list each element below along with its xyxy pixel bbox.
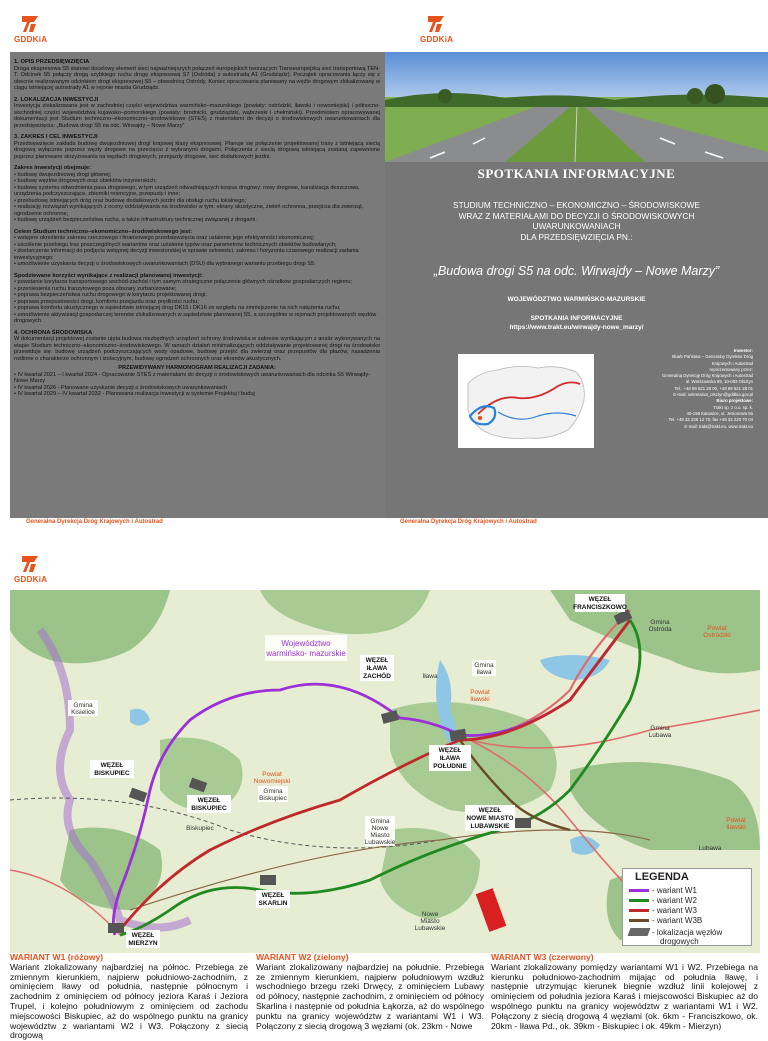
section-text: W dokumentacji projektowej zostanie ujęta budowa niezbędnych urządzeń ochrony środowiska w zakresie wynikającym z analiz wykonywanych na etapie Studium techniczno–ekonomiczno–środowiskowego. W ramach działań minimalizujących oddziaływanie projektowanej drogi na środowisko przewiduje się: budowę urządzeń podczyszczających wody opadowe, budowę przejść dla zwierząt oraz przepustów dla płazów, nasadzenia roślinne o charakterze ochronnym i izolacyjnym, budowę ogrodzeń ochronnych oraz ekranów akustycznych.	[14, 336, 380, 362]
list-item: • budowę systemu odwodnienia pasa drogowego, w tym urządzeń odwadniających korpus drogowy: rowy drogowe, kanalizacja deszczowa, urządzenia podczyszczające, zbiorniki retencyjne, przepusty i inne;	[14, 184, 360, 197]
investor-line: E-mail: sekretariat_olsztyn@gddkia.gov.pl	[673, 392, 753, 398]
place-label: Nowe	[371, 825, 389, 832]
list-item: • IV kwartał 2021 – I kwartał 2024 - Opracowanie STEŚ z materiałami do decyzji o środowiskowych uwarunkowaniach dla odcinka S5 Wirwajdy- Nowe Marzy	[14, 371, 371, 384]
node-label: ZACHÓD	[363, 673, 391, 680]
subtitle	[405, 200, 748, 242]
place-label: Gmina	[73, 702, 93, 709]
investor-line: Tel. +48 32 228 12 70, fax +48 32 220 70 04	[668, 417, 753, 423]
node-label: IŁAWA	[366, 665, 388, 672]
place-label: Nowomiejski	[253, 778, 291, 785]
investor-line: Inwestor:	[733, 348, 753, 353]
list-item: • poprawa komfortu akustycznego w sąsiedztwie istniejącej drog DK15 i DK16 ze względu na zmniejszenie na nich natężenia ruchu;	[14, 305, 341, 311]
place-label: Gmina	[650, 619, 670, 626]
variant-w3	[491, 953, 758, 1031]
place-label: Lubawskie	[364, 839, 396, 846]
investor-line: Biuro projektowe:	[716, 398, 753, 404]
node-label: POŁUDNIE	[433, 763, 467, 770]
place-label: Ostróda	[648, 626, 672, 633]
place-label: Lubawa	[648, 732, 672, 739]
node-label: MIERZYN	[128, 940, 158, 947]
place-label: Biskupiec	[259, 795, 287, 802]
logo-text: GDDKiA	[420, 35, 454, 44]
place-label: Miasto	[370, 832, 390, 839]
section-title: 1. OPIS PRZEDSIĘWZIĘCIA	[14, 59, 90, 65]
gddkia-logo-icon	[426, 14, 448, 34]
overview-map	[458, 354, 594, 448]
gddkia-logo-page2	[14, 554, 47, 584]
section-text: Droga ekspresowa S5 stanowi docelowy element sieci najważniejszych połączeń europejskich tworzących Transeuropejską sieć transportową TEN-T. Odcinek S5 połączy drogą szybkiego ruchu drogę ekspresową S7 (Ostróda) z autostradą A1 (Grudziądz). Początek opracowania łączy się z obecnie realizowanym odcinkiem drogi ekspresowej S5 – obwodnicą Ostródy. Koniec opracowania planowany na węźle drogowym zlokalizowany w ciągu istniejącej autostrady A1 w rejonie miasta Grudziądz.	[14, 65, 380, 91]
node-label: WĘZEŁ	[365, 657, 389, 664]
gddkia-logo-right	[420, 14, 453, 44]
subsection-title: Celem Studium techniczno–ekonomiczno–środowiskowego jest:	[14, 228, 193, 235]
section-title: 3. ZAKRES I CEL INWESTYCJI	[14, 134, 98, 140]
scope-list	[14, 172, 380, 224]
list-item: • IV kwartał 2029 – IV kwartał 2032 - Planowana realizacja inwestycji w systemie Projektuj i buduj	[14, 391, 255, 397]
place-label: Lubawa	[698, 845, 722, 852]
variant-text: Wariant zlokalizowany pomiędzy wariantami W1 i W2. Przebiega na kierunku południowo-zachodnim mijając od południa Iławę, i następnie utrzymując kierunek biegnie wzdłuż linii kolejowej z ominięciem od południa jeziora Karaś i miejscowości Biskupiec aż do wspólnego punktu na granicy województw z wariantami W1 i W2. Połączony z siecią drogową 4 węzłami (ok. 6km - Franciszkowo, ok. 20km - Iława Pd., ok. 39km - Biskupiec i ok. 49km - Mierzyn)	[491, 961, 758, 1031]
legend-swatch	[629, 919, 649, 922]
subtitle-line: DLA PRZEDSIĘWZIĘCIA PN.:	[520, 231, 633, 242]
legend-label: - lokalizacja węzłów	[652, 928, 723, 937]
investor-info	[600, 348, 753, 430]
investor-line: Tel.: +48 89 521 28 00, +48 89 521 28 01	[674, 385, 753, 391]
investor-line: 40-159 Katowice, ul. Jesionowa 9a	[686, 410, 753, 416]
node-label: WĘZEŁ	[588, 596, 612, 603]
variant-sub: (różowy)	[67, 952, 104, 962]
gddkia-logo-icon	[20, 14, 42, 34]
road-photo	[385, 52, 768, 162]
footer-right: Generalna Dyrekcja Dróg Krajowych i Autostrad	[400, 519, 537, 525]
node-label: NOWE MIASTO	[466, 815, 514, 822]
node-label: WĘZEŁ	[438, 747, 462, 754]
node-label: SKARLIN	[258, 900, 288, 907]
legend-title: LEGENDA	[635, 871, 689, 883]
variant-w1	[10, 953, 248, 1041]
meetings-link[interactable]: https://www.trakt.eu/wirwajdy-nowe_marzy/	[509, 324, 644, 331]
list-item: • budowę urządzeń bezpieczeństwa ruchu, a także infrastruktury technicznej związanej z drogami.	[14, 217, 257, 223]
place-label: Lubawskie	[414, 925, 446, 932]
node-marker-icon	[628, 928, 651, 936]
place-label: Biskupiec	[186, 825, 214, 832]
list-item: • powstanie korytarza transportowego wschód-zachód i tym samym strategiczne połączenie głównych ośrodków gospodarczych regionu;	[14, 279, 353, 285]
subtitle-line: WRAZ Z MATERIAŁAMI DO DECYZJI O ŚRODOWISKOWYCH	[458, 210, 695, 221]
node-label: LUBAWSKIE	[470, 823, 510, 830]
legend-swatch	[629, 889, 649, 892]
benefit-list	[14, 279, 380, 325]
list-item: • umożliwienie uzyskania decyzji o środowiskowych uwarunkowaniach (DŚU) dla wybranego wariantu przebiegu drogi S5.	[14, 261, 316, 267]
legend-label: - wariant W2	[652, 895, 697, 905]
variant-text: Wariant zlokalizowany najbardziej na północ. Przebiega ze zmiennym kierunkiem, najpierw południowo-zachodnim, z ominięciem Iławy od południa, następnie północnym i zachodnim z ominięciem od północy jeziora Karaś i Jeziora Trupel, i kolejno południowym z ominięciem od zachodu miejscowości Biskupiec, aż do wspólnego punktu na granicy województw z wariantami W2 i W3. Połączony z siecią drogową	[10, 961, 248, 1041]
investor-line: Trakt sp. z o.o. sp. k.	[713, 404, 753, 410]
legend-swatch	[629, 909, 649, 912]
section-title: 4. OCHRONA ŚRODOWISKA	[14, 329, 93, 336]
meetings-info	[385, 314, 768, 332]
region-label-line1: Województwo	[281, 639, 331, 648]
subtitle-line: STUDIUM TECHNICZNO – EKONOMICZNO – ŚRODOWISKOWE	[453, 200, 700, 210]
variant-title: WARIANT W1	[10, 952, 66, 962]
left-text	[14, 56, 380, 398]
legend-label: - wariant W3B	[652, 915, 703, 925]
node-label: WĘZEŁ	[197, 797, 221, 804]
project-name: „Budowa drogi S5 na odc. Wirwajdy – Nowe Marzy”	[433, 264, 720, 278]
place-label: Iława	[476, 669, 492, 676]
legend-item	[623, 905, 751, 915]
section-title: 2. LOKALIZACJA INWESTYCJI	[14, 96, 99, 103]
variant-sub: (czerwony)	[548, 952, 594, 962]
investor-line: al. Warszawska 89, 10-083 Olsztyn	[685, 379, 753, 385]
place-label: Iławski	[726, 824, 746, 831]
section-text: Inwestycja zlokalizowana jest w zachodniej części województwa warmińsko–mazurskiego (powiaty: ostródzki, iławski i nowomiejski) i północno-wschodniej części województwa kujawsko–pomorskiego (powiaty: brodnicki, grudziądzki, wąbrzeski i chełmiński). Przedmiotem opracowywanej dokumentacji jest Studium techniczno–ekonomiczno–środowiskowe (STEŚ) z materiałami do decyzji o środowiskowych uwarunkowaniach dla przedsięwzięcia: „Budowa drogi S5 na odc. Wirwajdy – Nowe Marzy”	[14, 103, 380, 129]
schedule-list	[14, 372, 380, 398]
logo-text: GDDKiA	[14, 35, 48, 44]
node-label: IŁAWA	[439, 755, 461, 762]
variant-text: Wariant zlokalizowany najbardziej na południe. Przebiega ze zmiennym kierunkiem, najpierw południowym wzdłuż wschodniego brzegu rzeki Drwęcy, z ominięciem Lubawy od północy, następnie zachodnim, z ominięciem od północy Skarlina i następnie od południa Łąkorza, aż do wspólnego punktu na granicy województw z wariantami W1 i W3. Połączony z siecią drogową 3 węzłami (ok. 23km - Nowe	[256, 961, 484, 1031]
place-label: Iława	[422, 673, 438, 680]
page-title: SPOTKANIA INFORMACYJNE	[477, 166, 676, 181]
region-label-line2: warmińsko- mazurskie	[266, 649, 346, 658]
legend-label: - wariant W3	[652, 905, 697, 915]
list-item: • budowę węzłów drogowych oraz obiektów inżynierskich;	[14, 178, 157, 184]
subsection-title: Spodziewane korzyści wynikające z realizacji planowanej inwestycji:	[14, 272, 203, 279]
place-label: Powiat	[707, 625, 727, 632]
investor-line: E-mail: trakt@trakt.eu, www.trakt.eu	[684, 423, 753, 429]
variant-w2	[256, 953, 484, 1031]
node-label: BISKUPIEC	[191, 805, 227, 812]
goal-list	[14, 235, 380, 268]
gddkia-logo-left	[14, 14, 47, 44]
section-text: Przedsięwzięcie zakłada budowę dwujezdniowej drogi krajowej klasy ekspresowej. Planuje się połączenie projektowanej trasy z istniejącą siecią drogową wyłącznie poprzez węzły drogowe na przecięciu z wybranymi drogami. Połączenia z siecią drogową istniejącą zostaną zapewnione poprzez planowane skrzyżowania na węzłach drogowych, przejazdy drogowe, sieć dodatkowych jezdni.	[14, 140, 380, 160]
node-label: FRANCISZKOWO	[573, 604, 627, 611]
investor-line: Skarb Państwa – Generalny Dyrektor Dróg	[671, 354, 753, 360]
place-label: Gmina	[263, 788, 283, 795]
list-item: • budowę dwujezdniowej drogi głównej;	[14, 171, 112, 178]
subsection-title: Zakres inwestycji obejmuje:	[14, 165, 91, 171]
place-label: Miasto	[420, 918, 440, 925]
list-item: • uściślenie przebiegu tras poszczególnych wariantów oraz ustalenie typów oraz parametrów technicznych obiektów budowlanych;	[14, 241, 337, 248]
voivodeship: WOJEWÓDZTWO WARMIŃSKO-MAZURSKIE	[507, 296, 646, 303]
legend-label: drogowych	[660, 937, 699, 946]
variant-title: WARIANT W2	[256, 952, 312, 962]
list-item: • przebudowę istniejących dróg oraz budowę dodatkowych jezdni dla obsługi ruchu lokalnego;	[14, 197, 247, 204]
logo-text: GDDKiA	[14, 575, 48, 584]
subtitle-line: UWARUNKOWANIACH	[532, 221, 621, 231]
meetings-label: SPOTKANIA INFORMACYJNE	[530, 315, 623, 322]
list-item: • IV kwartał 2026 - Planowane uzyskanie decyzji o środowiskowych uwarunkowaniach	[14, 384, 228, 391]
list-item: • umożliwienie aktywizacji gospodarczej terenów zlokalizowanych w sąsiedztwie planowanej S5, a szczególnie w rejonach projektowanych węzłów drogowych.	[14, 311, 377, 324]
node-label: WĘZEŁ	[478, 807, 502, 814]
node-label: BISKUPIEC	[94, 770, 130, 777]
legend-item	[623, 928, 751, 946]
list-item: • poprawa bezpieczeństwa ruchu drogowego w korytarzu projektowanej drogi;	[14, 292, 207, 298]
overview-map-graphic	[458, 354, 594, 448]
gddkia-logo-icon	[20, 554, 42, 574]
list-item: • poprawa przepustowości drogi, komfortu przejazdu oraz prędkości ruchu;	[14, 298, 199, 305]
schedule-title: PRZEWIDYWANY HARMONOGRAM REALIZACJI ZADANIA:	[118, 365, 276, 371]
legend-swatch	[629, 899, 649, 902]
place-label: Nowe	[421, 911, 439, 918]
place-label: Powiat	[262, 771, 282, 778]
place-label: Gmina	[650, 725, 670, 732]
variant-title: WARIANT W3	[491, 952, 547, 962]
place-label: Ostródzki	[703, 632, 731, 639]
investor-line: reprezentowany przez:	[709, 366, 753, 372]
place-label: Gmina	[370, 818, 390, 825]
legend-label: - wariant W1	[652, 885, 697, 895]
map-legend	[622, 868, 752, 946]
investor-line: Krajowych i Autostrad	[711, 360, 753, 366]
footer-left: Generalna Dyrekcja Dróg Krajowych i Autostrad	[26, 519, 163, 525]
place-label: Iławski	[470, 696, 490, 703]
investor-line: Generalną Dyrekcję Dróg Krajowych i Autostrad	[662, 373, 753, 379]
legend-node-text	[652, 928, 722, 946]
list-item: • przeniesienia ruchu tranzytowego poza obszary zurbanizowane;	[14, 285, 177, 292]
list-item: • realizację rozwiązań wynikających z oceny oddziaływania na środowisko w tym: ekrany akustyczne, zieleń ochronna, przejścia dla zwierząt, ogrodzenie ochronne;	[14, 204, 364, 217]
legend-item	[623, 915, 751, 925]
node-label: WĘZEŁ	[261, 892, 285, 899]
place-label: Gmina	[474, 662, 494, 669]
place-label: Kisielice	[71, 709, 95, 716]
road-illustration	[385, 52, 768, 162]
node-label: WĘZEŁ	[100, 762, 124, 769]
legend-item	[623, 895, 751, 905]
legend-item	[623, 885, 751, 895]
list-item: • wstępne określenie zakresu rzeczowego i finansowego przedsięwzięcia oraz ustalenie jego efektywności ekonomicznej;	[14, 235, 315, 241]
place-label: Powiat	[470, 689, 490, 696]
node-label: WĘZEŁ	[131, 932, 155, 939]
list-item: • dostarczenie informacji do podjęcia wstępnej decyzji inwestorskiej w sprawie celowości, zakresu i horyzontu czasowego realizacji zadania inwestycyjnego;	[14, 248, 359, 261]
place-label: Powiat	[726, 817, 746, 824]
variant-sub: (zielony)	[313, 952, 349, 962]
